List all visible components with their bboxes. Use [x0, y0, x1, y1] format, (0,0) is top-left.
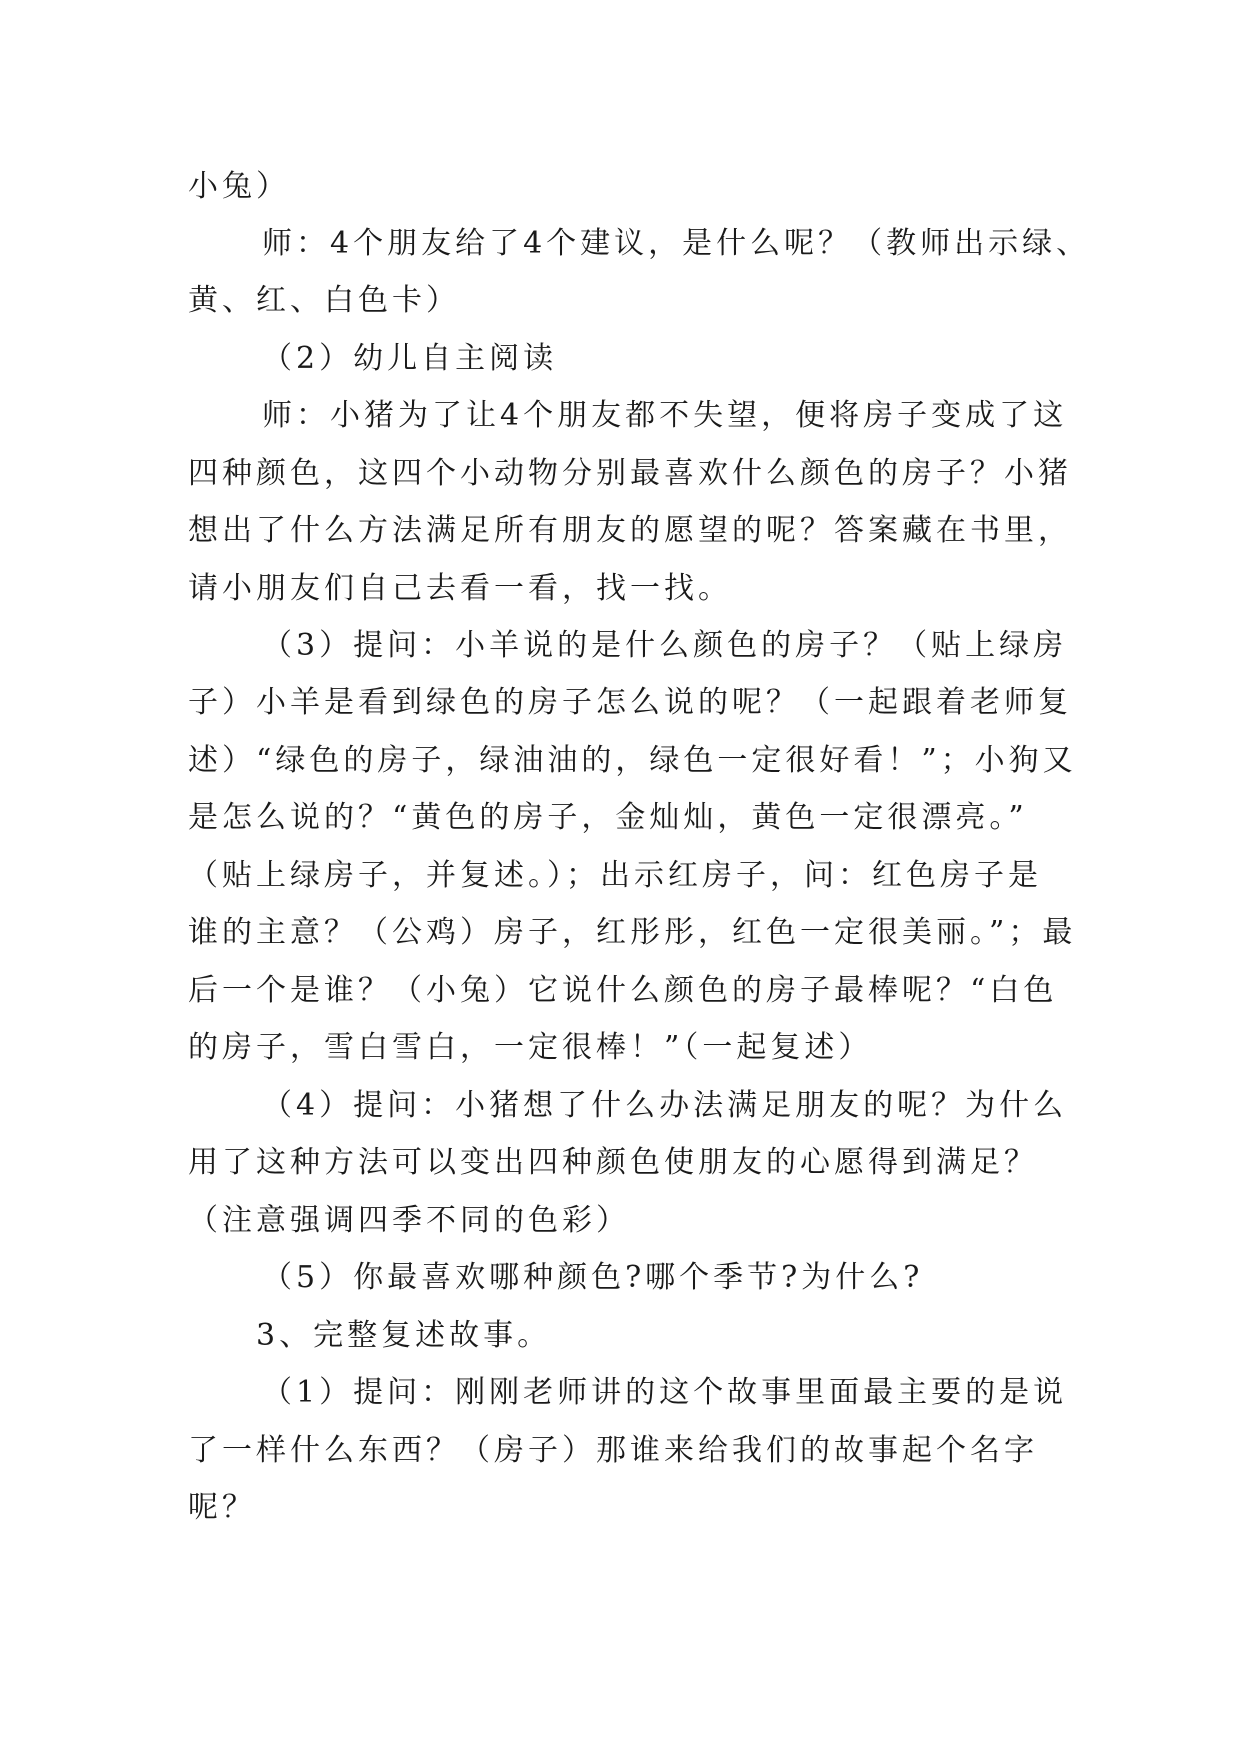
text-line: 师：4个朋友给了4个建议，是什么呢？（教师出示绿、 — [262, 226, 1091, 261]
text-line: 谁的主意？（公鸡）房子，红彤彤，红色一定很美丽。”；最 — [188, 915, 1077, 950]
text-line: 呢？ — [188, 1490, 256, 1525]
text-line: 的房子，雪白雪白，一定很棒！”（一起复述） — [188, 1030, 873, 1065]
text-line: （5）你最喜欢哪种颜色?哪个季节?为什么? — [262, 1260, 924, 1295]
text-line: 是怎么说的？“黄色的房子，金灿灿，黄色一定很漂亮。” — [188, 800, 1028, 835]
text-line: 黄、红、白色卡） — [188, 283, 460, 318]
text-line: 师：小猪为了让4个朋友都不失望，便将房子变成了这 — [262, 398, 1068, 433]
text-line: 用了这种方法可以变出四种颜色使朋友的心愿得到满足？ — [188, 1145, 1038, 1180]
text-line: 述）“绿色的房子，绿油油的，绿色一定很好看！”；小狗又 — [188, 743, 1077, 778]
text-line: 四种颜色，这四个小动物分别最喜欢什么颜色的房子？小猪 — [188, 456, 1072, 491]
text-line: 请小朋友们自己去看一看，找一找。 — [188, 571, 732, 606]
text-line: （贴上绿房子，并复述。）；出示红房子，问：红色房子是 — [188, 858, 1042, 893]
text-line: （2）幼儿自主阅读 — [262, 341, 558, 376]
text-line: 子）小羊是看到绿色的房子怎么说的呢？（一起跟着老师复 — [188, 685, 1072, 720]
text-line: （4）提问：小猪想了什么办法满足朋友的呢？为什么 — [262, 1088, 1068, 1123]
text-line: 了一样什么东西？（房子）那谁来给我们的故事起个名字 — [188, 1433, 1038, 1468]
text-line: 小兔） — [188, 169, 290, 204]
text-line: （1）提问：刚刚老师讲的这个故事里面最主要的是说 — [262, 1375, 1068, 1410]
text-line: 后一个是谁？（小兔）它说什么颜色的房子最棒呢？“白色 — [188, 973, 1058, 1008]
text-line: （3）提问：小羊说的是什么颜色的房子？（贴上绿房 — [262, 628, 1068, 663]
text-line: 3、完整复述故事。 — [256, 1318, 552, 1353]
text-line: （注意强调四季不同的色彩） — [188, 1203, 630, 1238]
text-line: 想出了什么方法满足所有朋友的愿望的呢？答案藏在书里， — [188, 513, 1072, 548]
